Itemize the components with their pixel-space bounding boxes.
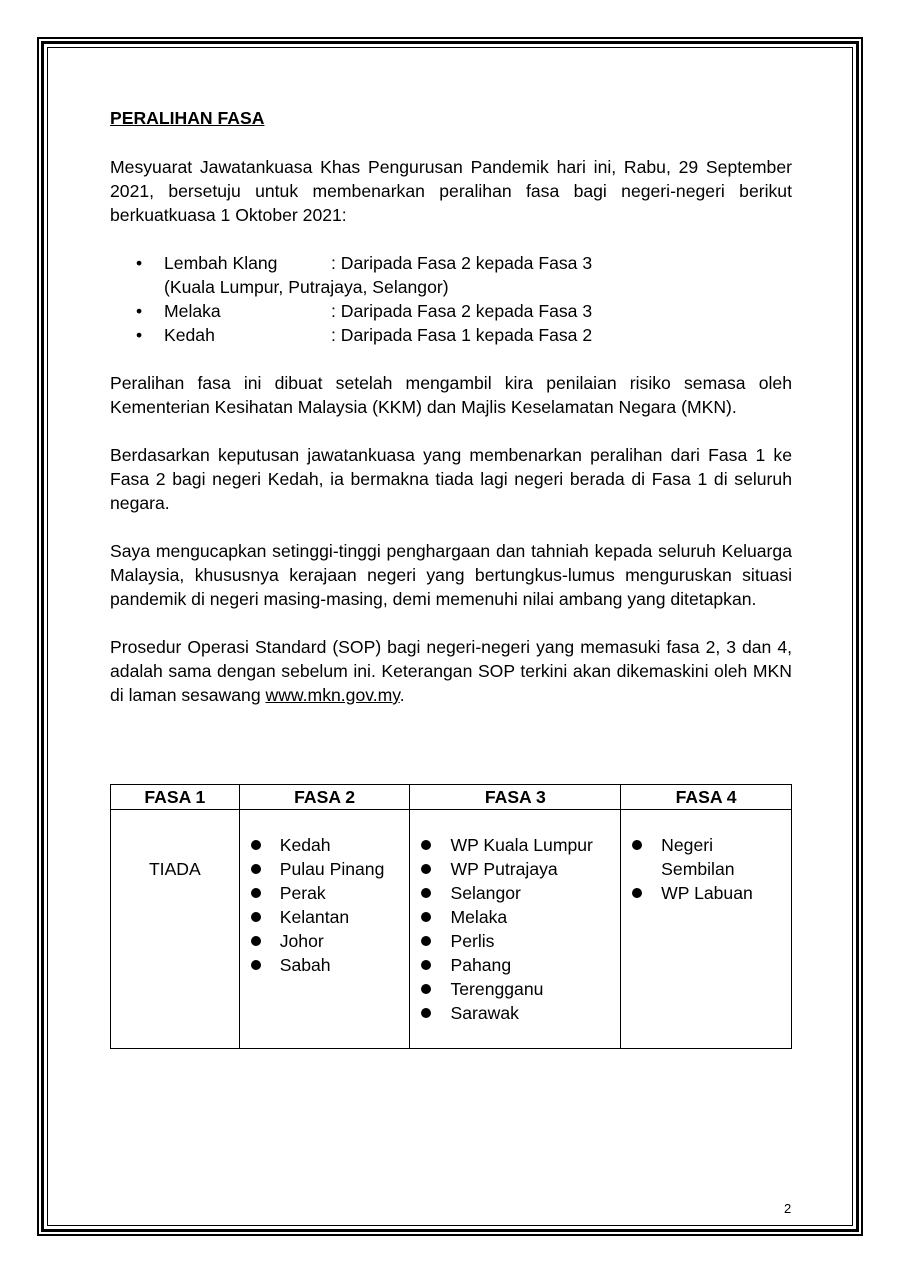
- document-body: [110, 106, 792, 731]
- transition-item: [110, 251, 792, 299]
- state-list-item: Selangor: [410, 881, 620, 905]
- state-list-item: Pahang: [410, 953, 620, 977]
- state-list-item: Perak: [240, 881, 410, 905]
- transition-state: Lembah Klang: [164, 253, 278, 273]
- header-fasa-1: FASA 1: [111, 785, 240, 810]
- state-list-item: Pulau Pinang: [240, 857, 410, 881]
- fasa-3-list: [410, 810, 620, 1025]
- state-list-item: Melaka: [410, 905, 620, 929]
- fasa-1-cell: [111, 810, 240, 1049]
- state-list-item: WP Kuala Lumpur: [410, 833, 620, 857]
- transition-change: : Daripada Fasa 1 kepada Fasa 2: [331, 325, 593, 345]
- state-list-item: Negeri Sembilan: [621, 833, 791, 881]
- fasa-2-list: [240, 810, 410, 977]
- state-list-item: Kelantan: [240, 905, 410, 929]
- header-fasa-3: FASA 3: [410, 785, 621, 810]
- header-fasa-4: FASA 4: [621, 785, 792, 810]
- table-header-row: [111, 785, 792, 810]
- transition-list: [110, 251, 792, 347]
- page-number: 2: [784, 1201, 792, 1216]
- transition-item: [110, 323, 792, 347]
- mkn-website-link[interactable]: www.mkn.gov.my: [265, 685, 400, 705]
- transition-state: Kedah: [164, 325, 215, 345]
- state-list-item: WP Putrajaya: [410, 857, 620, 881]
- fasa-4-cell: [621, 810, 792, 1049]
- state-list-item: Terengganu: [410, 977, 620, 1001]
- transition-item: [110, 299, 792, 323]
- state-list-item: Kedah: [240, 833, 410, 857]
- table-body-row: [111, 810, 792, 1049]
- sop-end: .: [399, 685, 405, 705]
- transition-note: (Kuala Lumpur, Putrajaya, Selangor): [164, 277, 449, 297]
- phase-table: [110, 784, 792, 1049]
- state-list-item: Johor: [240, 929, 410, 953]
- fasa-4-list: [621, 810, 791, 905]
- state-list-item: Perlis: [410, 929, 620, 953]
- sop-text: Prosedur Operasi Standard (SOP) bagi negeri-negeri yang memasuki fasa 2, 3 dan 4, adalah sama dengan sebelum ini. Keterangan SOP terkini akan dikemaskini oleh MKN di laman sesawang: [110, 637, 792, 705]
- header-fasa-2: FASA 2: [239, 785, 410, 810]
- transition-change: : Daripada Fasa 2 kepada Fasa 3: [331, 253, 593, 273]
- transition-change: : Daripada Fasa 2 kepada Fasa 3: [331, 301, 593, 321]
- section-heading: PERALIHAN FASA: [110, 108, 265, 128]
- fasa-3-cell: [410, 810, 621, 1049]
- transition-state: Melaka: [164, 301, 221, 321]
- state-list-item: WP Labuan: [621, 881, 791, 905]
- intro-paragraph: Mesyuarat Jawatankuasa Khas Pengurusan Pandemik hari ini, Rabu, 29 September 2021, bersetuju untuk membenarkan peralihan fasa bagi negeri-negeri berikut berkuatkuasa 1 Oktober 2021:: [110, 157, 792, 225]
- fasa-1-value: TIADA: [148, 859, 201, 879]
- kedah-paragraph: Berdasarkan keputusan jawatankuasa yang membenarkan peralihan dari Fasa 1 ke Fasa 2 bagi negeri Kedah, ia bermakna tiada lagi negeri berada di Fasa 1 di seluruh negara.: [110, 445, 792, 513]
- state-list-item: Sabah: [240, 953, 410, 977]
- state-list-item: Sarawak: [410, 1001, 620, 1025]
- fasa-2-cell: [239, 810, 410, 1049]
- appreciation-paragraph: Saya mengucapkan setinggi-tinggi penghargaan dan tahniah kepada seluruh Keluarga Malaysia, khususnya kerajaan negeri yang bertungkus-lumus menguruskan situasi pandemik di negeri masing-masing, demi memenuhi nilai ambang yang ditetapkan.: [110, 541, 792, 609]
- sop-paragraph: [110, 635, 792, 707]
- risk-assessment-paragraph: Peralihan fasa ini dibuat setelah mengambil kira penilaian risiko semasa oleh Kementerian Kesihatan Malaysia (KKM) dan Majlis Keselamatan Negara (MKN).: [110, 373, 792, 417]
